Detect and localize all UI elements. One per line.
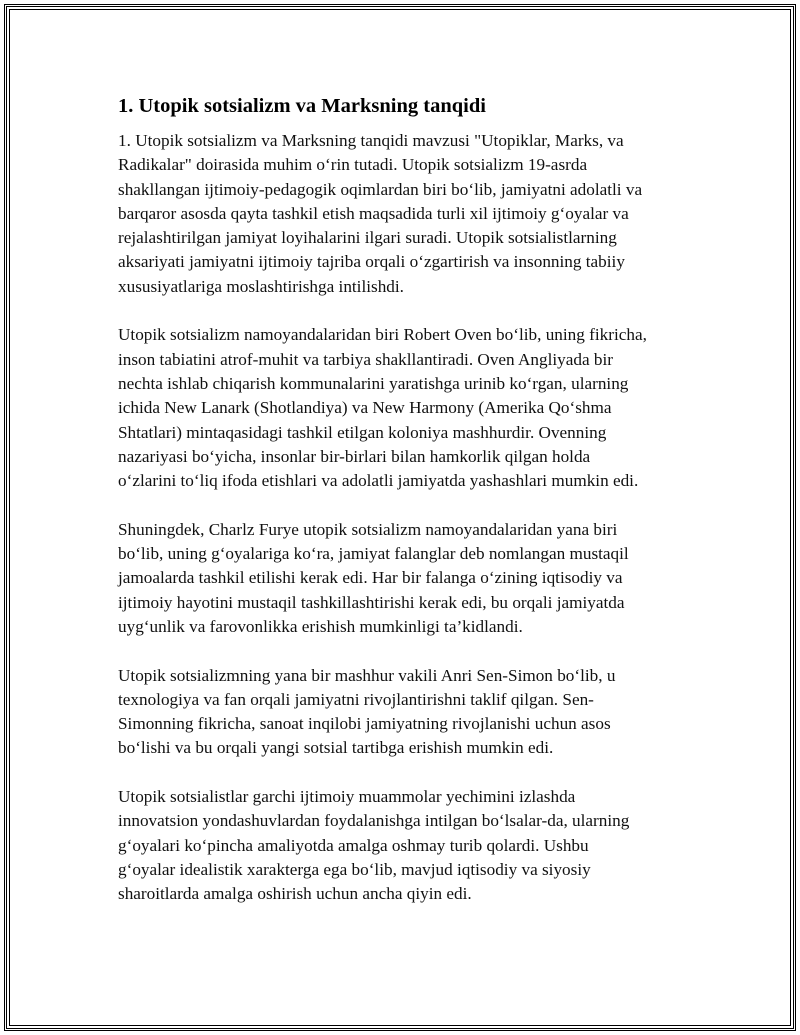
document-body xyxy=(118,92,698,931)
paragraph-2: Utopik sotsializm namoyandalaridan biri Robert Oven bo‘lib, uning fikricha, inson tabiatini atrof-muhit va tarbiya shakllantiradi. Oven Angliyada bir nechta ishlab chiqarish kommunalarini yaratishga urinib ko‘rgan, ularning ichida New Lanark (Shotlandiya) va New Harmony (Amerika Qo‘shma Shtatlari) mintaqasidagi tashkil etilgan koloniya mashhurdir. Ovenning nazariyasi bo‘yicha, insonlar bir-birlari bilan hamkorlik qilgan holda o‘zlarini to‘liq ifoda etishlari va adolatli jamiyatda yashashlari mumkin edi. xyxy=(118,325,647,491)
paragraph-1: 1. Utopik sotsializm va Marksning tanqidi mavzusi "Utopiklar, Marks, va Radikalar" doirasida muhim o‘rin tutadi. Utopik sotsializm 19-asrda shakllangan ijtimoiy-pedagogik oqimlardan biri bo‘lib, jamiyatni adolatli va barqaror asosda qayta tashkil etish maqsadida turli xil ijtimoiy g‘oyalar va rejalashtirilgan jamiyat loyihalarini ilgari suradi. Utopik sotsialistlarning aksariyati jamiyatni ijtimoiy tajriba orqali o‘zgartirish va insonning tabiiy xususiyatlariga moslashtirishga intilishdi. xyxy=(118,131,643,296)
paragraph-4: Utopik sotsializmning yana bir mashhur vakili Anri Sen-Simon bo‘lib, u texnologiya va fan orqali jamiyatni rivojlantirishni taklif qilgan. Sen- Simonning fikricha, sanoat inqilobi jamiyatning rivojlanishi uchun asos bo‘lishi va bu orqali yangi sotsial tartibga erishish mumkin edi. xyxy=(118,665,616,758)
paragraph-3: Shuningdek, Charlz Furye utopik sotsializm namoyandalaridan yana biri bo‘lib, uning g‘oyalariga ko‘ra, jamiyat falanglar deb nomlangan mustaqil jamoalarda tashkil etilishi kerak edi. Har bir falanga o‘zining iqtisodiy va ijtimoiy hayotini mustaqil tashkillashtirishi kerak edi, bu orqali jamiyatda uyg‘unlik va farovonlikka erishish mumkinligi ta’kidlandi. xyxy=(118,519,629,636)
section-heading: 1. Utopik sotsializm va Marksning tanqidi xyxy=(118,95,486,117)
paragraph-5: Utopik sotsialistlar garchi ijtimoiy muammolar yechimini izlashda innovatsion yondashuvlardan foydalanishga intilgan bo‘lsalar-da, ularning g‘oyalari ko‘pincha amaliyotda amalga oshmay turib qolardi. Ushbu g‘oyalar idealistik xarakterga ega bo‘lib, mavjud iqtisodiy va siyosiy sharoitlarda amalga oshirish uchun ancha qiyin edi. xyxy=(118,787,630,904)
